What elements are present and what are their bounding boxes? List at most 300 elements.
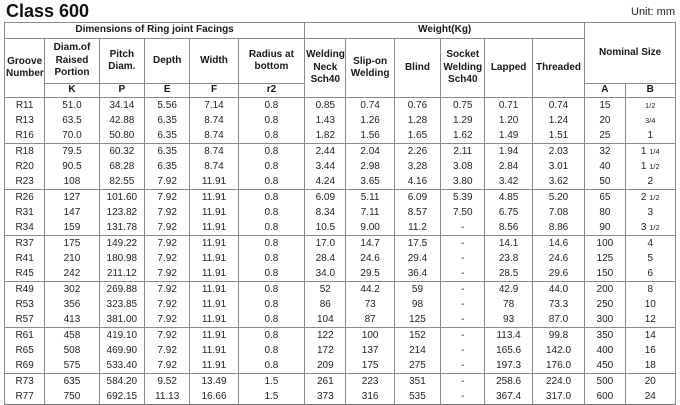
cell-welding-neck: 122 — [305, 328, 346, 344]
table-row — [5, 98, 676, 114]
cell-nominal-a: 15 — [585, 98, 625, 114]
header-blind: Blind — [394, 39, 440, 98]
fraction: 1/2 — [645, 101, 656, 110]
cell-e: 7.92 — [145, 266, 190, 282]
cell-socket-welding: - — [441, 343, 485, 358]
cell-lapped: 42.9 — [485, 282, 532, 298]
cell-e: 7.92 — [145, 312, 190, 328]
cell-p: 60.32 — [99, 144, 144, 160]
cell-threaded: 3.62 — [532, 174, 584, 190]
cell-nominal-b: 6 — [625, 266, 675, 282]
table-row — [5, 190, 676, 206]
cell-blind: 152 — [394, 328, 440, 344]
cell-groove: R20 — [5, 159, 45, 174]
cell-groove: R11 — [5, 98, 45, 114]
cell-r2: 0.8 — [238, 343, 304, 358]
cell-socket-welding: - — [441, 328, 485, 344]
cell-r2: 0.8 — [238, 266, 304, 282]
cell-blind: 98 — [394, 297, 440, 312]
cell-r2: 0.8 — [238, 159, 304, 174]
cell-welding-neck: 2.44 — [305, 144, 346, 160]
cell-slip-on-welding: 100 — [346, 328, 394, 344]
cell-threaded: 176.0 — [532, 358, 584, 374]
cell-threaded: 317.0 — [532, 389, 584, 405]
cell-welding-neck: 172 — [305, 343, 346, 358]
cell-lapped: 23.8 — [485, 251, 532, 266]
cell-nominal-a: 450 — [585, 358, 625, 374]
cell-f: 7.14 — [190, 98, 238, 114]
cell-p: 42.88 — [99, 113, 144, 128]
cell-r2: 0.8 — [238, 113, 304, 128]
cell-lapped: 4.85 — [485, 190, 532, 206]
cell-socket-welding: - — [441, 297, 485, 312]
cell-welding-neck: 209 — [305, 358, 346, 374]
cell-nominal-a: 90 — [585, 220, 625, 236]
cell-blind: 36.4 — [394, 266, 440, 282]
cell-slip-on-welding: 29.5 — [346, 266, 394, 282]
cell-blind: 6.09 — [394, 190, 440, 206]
table-body — [5, 98, 676, 405]
cell-f: 11.91 — [190, 266, 238, 282]
cell-groove: R69 — [5, 358, 45, 374]
cell-threaded: 87.0 — [532, 312, 584, 328]
cell-lapped: 197.3 — [485, 358, 532, 374]
cell-lapped: 6.75 — [485, 205, 532, 220]
cell-f: 11.91 — [190, 358, 238, 374]
cell-e: 5.56 — [145, 98, 190, 114]
cell-nominal-a: 40 — [585, 159, 625, 174]
cell-socket-welding: 1.62 — [441, 128, 485, 144]
cell-nominal-b: 18 — [625, 358, 675, 374]
cell-socket-welding: - — [441, 236, 485, 252]
cell-blind: 351 — [394, 374, 440, 390]
fraction: 1/4 — [649, 147, 660, 156]
cell-groove: R53 — [5, 297, 45, 312]
symbol-p: P — [99, 84, 144, 98]
cell-r2: 1.5 — [238, 389, 304, 405]
cell-nominal-b: 3 1/2 — [625, 220, 675, 236]
cell-k: 79.5 — [45, 144, 99, 160]
cell-r2: 0.8 — [238, 358, 304, 374]
cell-p: 50.80 — [99, 128, 144, 144]
table-row — [5, 174, 676, 190]
cell-slip-on-welding: 316 — [346, 389, 394, 405]
cell-lapped: 1.49 — [485, 128, 532, 144]
fraction: 1/2 — [649, 162, 660, 171]
header-slip-on-welding: Slip-on Welding — [346, 39, 394, 98]
cell-nominal-a: 32 — [585, 144, 625, 160]
cell-groove: R57 — [5, 312, 45, 328]
cell-welding-neck: 34.0 — [305, 266, 346, 282]
cell-lapped: 8.56 — [485, 220, 532, 236]
cell-blind: 214 — [394, 343, 440, 358]
table-row — [5, 297, 676, 312]
cell-blind: 29.4 — [394, 251, 440, 266]
cell-nominal-b: 3 — [625, 205, 675, 220]
cell-k: 356 — [45, 297, 99, 312]
cell-slip-on-welding: 73 — [346, 297, 394, 312]
cell-groove: R73 — [5, 374, 45, 390]
cell-f: 11.91 — [190, 205, 238, 220]
cell-slip-on-welding: 0.74 — [346, 98, 394, 114]
cell-welding-neck: 86 — [305, 297, 346, 312]
cell-nominal-b: 1 1/2 — [625, 159, 675, 174]
cell-f: 11.91 — [190, 190, 238, 206]
cell-k: 63.5 — [45, 113, 99, 128]
cell-socket-welding: - — [441, 266, 485, 282]
cell-e: 7.92 — [145, 358, 190, 374]
cell-e: 7.92 — [145, 205, 190, 220]
header-groove-number: Groove Number — [5, 39, 45, 98]
header-nominal-a: A — [585, 84, 625, 98]
cell-k: 175 — [45, 236, 99, 252]
header-band-row — [5, 23, 676, 39]
cell-k: 242 — [45, 266, 99, 282]
cell-f: 11.91 — [190, 297, 238, 312]
cell-blind: 1.28 — [394, 113, 440, 128]
cell-r2: 0.8 — [238, 98, 304, 114]
cell-p: 381.00 — [99, 312, 144, 328]
cell-nominal-a: 350 — [585, 328, 625, 344]
cell-p: 101.60 — [99, 190, 144, 206]
symbol-f: F — [190, 84, 238, 98]
cell-nominal-a: 200 — [585, 282, 625, 298]
header-radius-at-bottom: Radius at bottom — [238, 39, 304, 84]
cell-lapped: 2.84 — [485, 159, 532, 174]
cell-nominal-b: 12 — [625, 312, 675, 328]
cell-p: 211.12 — [99, 266, 144, 282]
cell-slip-on-welding: 1.26 — [346, 113, 394, 128]
cell-socket-welding: - — [441, 282, 485, 298]
cell-e: 6.35 — [145, 159, 190, 174]
cell-nominal-a: 100 — [585, 236, 625, 252]
cell-socket-welding: 3.08 — [441, 159, 485, 174]
cell-threaded: 99.8 — [532, 328, 584, 344]
cell-nominal-a: 125 — [585, 251, 625, 266]
cell-r2: 0.8 — [238, 282, 304, 298]
cell-threaded: 29.6 — [532, 266, 584, 282]
cell-k: 575 — [45, 358, 99, 374]
cell-socket-welding: 3.80 — [441, 174, 485, 190]
cell-blind: 1.65 — [394, 128, 440, 144]
cell-e: 7.92 — [145, 343, 190, 358]
cell-threaded: 2.03 — [532, 144, 584, 160]
cell-nominal-b: 5 — [625, 251, 675, 266]
table-row — [5, 159, 676, 174]
cell-slip-on-welding: 44.2 — [346, 282, 394, 298]
cell-socket-welding: 0.75 — [441, 98, 485, 114]
cell-threaded: 24.6 — [532, 251, 584, 266]
cell-e: 7.92 — [145, 190, 190, 206]
table-row — [5, 236, 676, 252]
cell-welding-neck: 261 — [305, 374, 346, 390]
cell-p: 419.10 — [99, 328, 144, 344]
cell-lapped: 78 — [485, 297, 532, 312]
cell-nominal-a: 600 — [585, 389, 625, 405]
cell-lapped: 113.4 — [485, 328, 532, 344]
cell-blind: 125 — [394, 312, 440, 328]
header-threaded: Threaded — [532, 39, 584, 98]
cell-r2: 1.5 — [238, 374, 304, 390]
table-row — [5, 328, 676, 344]
cell-welding-neck: 3.44 — [305, 159, 346, 174]
cell-welding-neck: 10.5 — [305, 220, 346, 236]
cell-socket-welding: - — [441, 389, 485, 405]
cell-f: 8.74 — [190, 113, 238, 128]
cell-groove: R65 — [5, 343, 45, 358]
cell-nominal-b: 2 1/2 — [625, 190, 675, 206]
cell-lapped: 0.71 — [485, 98, 532, 114]
cell-slip-on-welding: 9.00 — [346, 220, 394, 236]
cell-nominal-b: 10 — [625, 297, 675, 312]
cell-slip-on-welding: 7.11 — [346, 205, 394, 220]
cell-r2: 0.8 — [238, 236, 304, 252]
cell-nominal-a: 25 — [585, 128, 625, 144]
cell-r2: 0.8 — [238, 144, 304, 160]
cell-blind: 17.5 — [394, 236, 440, 252]
cell-r2: 0.8 — [238, 205, 304, 220]
cell-p: 323.85 — [99, 297, 144, 312]
page-title: Class 600 — [6, 1, 90, 21]
cell-socket-welding: 7.50 — [441, 205, 485, 220]
cell-e: 6.35 — [145, 113, 190, 128]
header-main-row — [5, 39, 676, 84]
cell-k: 90.5 — [45, 159, 99, 174]
fraction: 1/2 — [649, 223, 660, 232]
header-nominal-b: B — [625, 84, 675, 98]
cell-socket-welding: 2.11 — [441, 144, 485, 160]
cell-welding-neck: 6.09 — [305, 190, 346, 206]
cell-nominal-a: 250 — [585, 297, 625, 312]
cell-nominal-b — [625, 113, 675, 128]
header-diam-raised-portion: Diam.of Raised Portion — [45, 39, 99, 84]
cell-slip-on-welding: 2.98 — [346, 159, 394, 174]
band-weight: Weight(Kg) — [305, 23, 585, 39]
cell-threaded: 7.08 — [532, 205, 584, 220]
table-row — [5, 205, 676, 220]
cell-e: 7.92 — [145, 236, 190, 252]
cell-socket-welding: 1.29 — [441, 113, 485, 128]
header-width: Width — [190, 39, 238, 84]
table-row — [5, 113, 676, 128]
unit-label: Unit: mm — [631, 6, 675, 18]
cell-nominal-b: 8 — [625, 282, 675, 298]
header-lapped: Lapped — [485, 39, 532, 98]
cell-r2: 0.8 — [238, 297, 304, 312]
cell-nominal-a: 65 — [585, 190, 625, 206]
header-welding-neck: Welding Neck Sch40 — [305, 39, 346, 98]
cell-p: 131.78 — [99, 220, 144, 236]
cell-socket-welding: - — [441, 251, 485, 266]
cell-p: 469.90 — [99, 343, 144, 358]
cell-nominal-a: 50 — [585, 174, 625, 190]
cell-k: 210 — [45, 251, 99, 266]
cell-k: 413 — [45, 312, 99, 328]
cell-socket-welding: - — [441, 358, 485, 374]
cell-f: 8.74 — [190, 159, 238, 174]
cell-f: 8.74 — [190, 144, 238, 160]
cell-k: 458 — [45, 328, 99, 344]
cell-nominal-b: 1 1/4 — [625, 144, 675, 160]
cell-lapped: 165.6 — [485, 343, 532, 358]
cell-nominal-b: 20 — [625, 374, 675, 390]
cell-blind: 4.16 — [394, 174, 440, 190]
cell-slip-on-welding: 175 — [346, 358, 394, 374]
cell-nominal-a: 80 — [585, 205, 625, 220]
cell-welding-neck: 373 — [305, 389, 346, 405]
cell-welding-neck: 8.34 — [305, 205, 346, 220]
cell-p: 692.15 — [99, 389, 144, 405]
cell-nominal-b: 14 — [625, 328, 675, 344]
cell-groove: R13 — [5, 113, 45, 128]
cell-nominal-a: 500 — [585, 374, 625, 390]
band-nominal-size: Nominal Size — [585, 23, 676, 84]
cell-f: 11.91 — [190, 312, 238, 328]
cell-nominal-b: 1 — [625, 128, 675, 144]
cell-threaded: 44.0 — [532, 282, 584, 298]
table-row — [5, 144, 676, 160]
cell-k: 750 — [45, 389, 99, 405]
cell-nominal-b: 16 — [625, 343, 675, 358]
cell-k: 147 — [45, 205, 99, 220]
cell-k: 302 — [45, 282, 99, 298]
cell-f: 11.91 — [190, 220, 238, 236]
cell-threaded: 5.20 — [532, 190, 584, 206]
cell-slip-on-welding: 5.11 — [346, 190, 394, 206]
cell-threaded: 14.6 — [532, 236, 584, 252]
cell-lapped: 1.20 — [485, 113, 532, 128]
cell-nominal-b: 2 — [625, 174, 675, 190]
cell-blind: 0.76 — [394, 98, 440, 114]
cell-groove: R37 — [5, 236, 45, 252]
cell-welding-neck: 52 — [305, 282, 346, 298]
cell-threaded: 8.86 — [532, 220, 584, 236]
cell-f: 8.74 — [190, 128, 238, 144]
header-depth: Depth — [145, 39, 190, 84]
cell-r2: 0.8 — [238, 220, 304, 236]
cell-groove: R77 — [5, 389, 45, 405]
cell-p: 34.14 — [99, 98, 144, 114]
cell-lapped: 3.42 — [485, 174, 532, 190]
cell-blind: 3.28 — [394, 159, 440, 174]
cell-threaded: 3.01 — [532, 159, 584, 174]
cell-nominal-b: 24 — [625, 389, 675, 405]
cell-nominal-a: 400 — [585, 343, 625, 358]
cell-welding-neck: 0.85 — [305, 98, 346, 114]
cell-welding-neck: 17.0 — [305, 236, 346, 252]
cell-p: 149.22 — [99, 236, 144, 252]
cell-groove: R26 — [5, 190, 45, 206]
cell-threaded: 0.74 — [532, 98, 584, 114]
cell-f: 11.91 — [190, 282, 238, 298]
cell-k: 159 — [45, 220, 99, 236]
cell-lapped: 28.5 — [485, 266, 532, 282]
cell-nominal-a: 150 — [585, 266, 625, 282]
table-row — [5, 374, 676, 390]
symbol-k: K — [45, 84, 99, 98]
table-row — [5, 251, 676, 266]
table-row — [5, 358, 676, 374]
symbol-r2: r2 — [238, 84, 304, 98]
cell-lapped: 93 — [485, 312, 532, 328]
cell-r2: 0.8 — [238, 128, 304, 144]
cell-blind: 11.2 — [394, 220, 440, 236]
cell-groove: R49 — [5, 282, 45, 298]
cell-groove: R16 — [5, 128, 45, 144]
cell-k: 635 — [45, 374, 99, 390]
cell-welding-neck: 4.24 — [305, 174, 346, 190]
cell-groove: R31 — [5, 205, 45, 220]
cell-f: 11.91 — [190, 174, 238, 190]
symbol-e: E — [145, 84, 190, 98]
cell-slip-on-welding: 2.04 — [346, 144, 394, 160]
band-dimensions: Dimensions of Ring joint Facings — [5, 23, 305, 39]
cell-f: 11.91 — [190, 236, 238, 252]
cell-groove: R61 — [5, 328, 45, 344]
cell-blind: 59 — [394, 282, 440, 298]
cell-lapped: 367.4 — [485, 389, 532, 405]
cell-f: 13.49 — [190, 374, 238, 390]
cell-nominal-a: 300 — [585, 312, 625, 328]
cell-e: 6.35 — [145, 128, 190, 144]
ring-joint-facings-table — [4, 22, 676, 405]
cell-nominal-b — [625, 98, 675, 114]
cell-lapped: 1.94 — [485, 144, 532, 160]
cell-p: 533.40 — [99, 358, 144, 374]
cell-e: 6.35 — [145, 144, 190, 160]
cell-welding-neck: 1.43 — [305, 113, 346, 128]
cell-blind: 2.26 — [394, 144, 440, 160]
cell-nominal-b: 4 — [625, 236, 675, 252]
cell-r2: 0.8 — [238, 328, 304, 344]
cell-slip-on-welding: 87 — [346, 312, 394, 328]
fraction: 3/4 — [645, 116, 656, 125]
cell-threaded: 224.0 — [532, 374, 584, 390]
cell-k: 127 — [45, 190, 99, 206]
cell-slip-on-welding: 1.56 — [346, 128, 394, 144]
cell-threaded: 1.24 — [532, 113, 584, 128]
cell-f: 11.91 — [190, 343, 238, 358]
cell-p: 269.88 — [99, 282, 144, 298]
cell-e: 7.92 — [145, 174, 190, 190]
cell-e: 7.92 — [145, 282, 190, 298]
cell-e: 11.13 — [145, 389, 190, 405]
cell-r2: 0.8 — [238, 251, 304, 266]
cell-blind: 535 — [394, 389, 440, 405]
cell-r2: 0.8 — [238, 312, 304, 328]
fraction: 1/2 — [649, 193, 660, 202]
table-row — [5, 282, 676, 298]
table-row — [5, 266, 676, 282]
cell-slip-on-welding: 3.65 — [346, 174, 394, 190]
header-pitch-diam: Pitch Diam. — [99, 39, 144, 84]
cell-threaded: 73.3 — [532, 297, 584, 312]
cell-socket-welding: 5.39 — [441, 190, 485, 206]
cell-welding-neck: 104 — [305, 312, 346, 328]
header-socket-welding: Socket Welding Sch40 — [441, 39, 485, 98]
table-row — [5, 343, 676, 358]
cell-f: 11.91 — [190, 251, 238, 266]
cell-e: 7.92 — [145, 220, 190, 236]
cell-lapped: 258.6 — [485, 374, 532, 390]
cell-r2: 0.8 — [238, 174, 304, 190]
cell-slip-on-welding: 24.6 — [346, 251, 394, 266]
cell-e: 7.92 — [145, 297, 190, 312]
cell-welding-neck: 28.4 — [305, 251, 346, 266]
cell-welding-neck: 1.82 — [305, 128, 346, 144]
cell-k: 51.0 — [45, 98, 99, 114]
cell-p: 82.55 — [99, 174, 144, 190]
